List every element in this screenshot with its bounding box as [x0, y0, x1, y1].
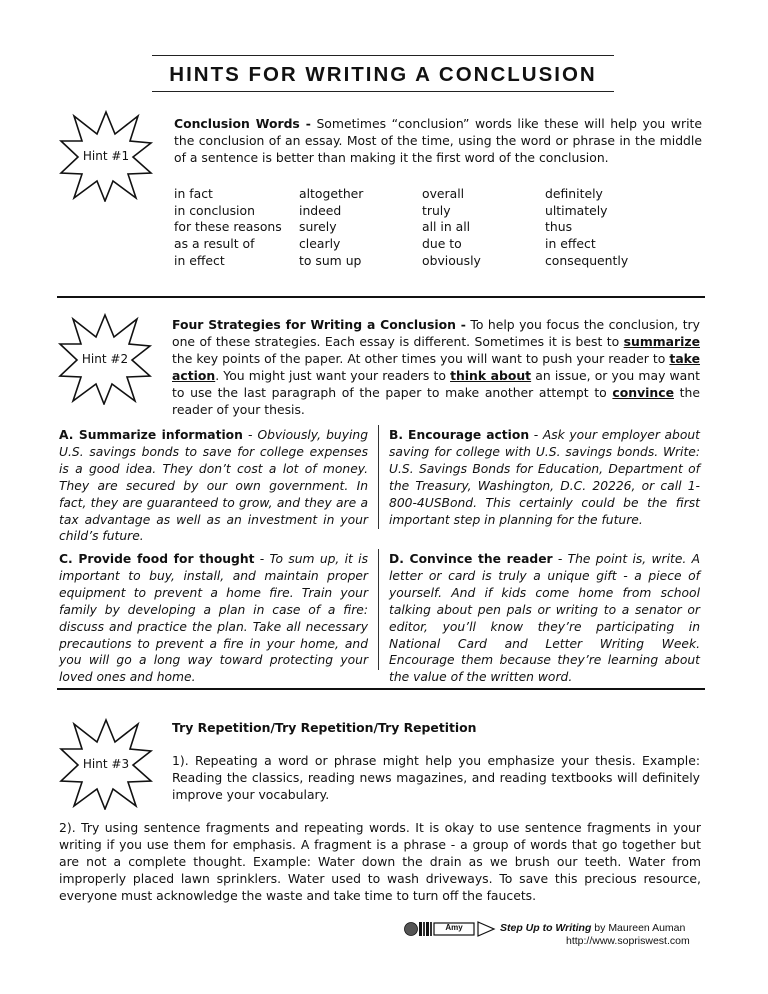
page-title: HINTS FOR WRITING A CONCLUSION — [169, 63, 597, 86]
conclusion-word: surely — [299, 219, 337, 235]
hint2-text-part: . You might just want your readers to — [215, 367, 451, 383]
conclusion-word: consequently — [545, 252, 629, 268]
hint3-heading — [172, 720, 700, 737]
hint1-label: Hint #1 — [82, 149, 130, 163]
strategy-a-heading: A. Summarize information — [59, 428, 243, 442]
conclusion-word: to sum up — [299, 252, 362, 268]
keyword-summarize: summarize — [623, 333, 700, 349]
footer-url: http://www.sopriswest.com — [566, 935, 690, 947]
conclusion-word: altogether — [299, 186, 364, 201]
strategy-a-text: - Obviously, buying U.S. savings bonds to save for college expenses is a good idea. They don’t cost a lot of money. They are secured by our own government. In fact, they are guaranteed to grow, and they are a tax advantage as well as an investment in your child’s future. — [59, 428, 368, 544]
section-divider-1 — [57, 296, 705, 298]
keyword-convince: convince — [612, 384, 674, 400]
conclusion-word: truly — [422, 202, 451, 218]
conclusion-word: all in all — [422, 219, 471, 235]
title-bottom-rule — [152, 91, 614, 92]
strategy-c-text: - To sum up, it is important to buy, install, and maintain proper equipment to prevent a home fire. Train your family by developing a plan in case of a fire: discuss and practice the plan. Take all necessary precautions to prevent a fire in your home, and you will go a long way toward protecting your loved ones and home. — [59, 552, 369, 685]
conclusion-word: as a result of — [174, 236, 255, 252]
keyword-take-action: take action — [172, 350, 700, 383]
hint1-heading: Conclusion Words - — [174, 116, 311, 131]
conclusion-word: indeed — [299, 202, 342, 218]
hint3-item-1: 1). Repeating a word or phrase might help you emphasize your thesis. Example: Reading the classics, reading news magazines, and reading textbooks will definitely improve your vocabulary. — [172, 753, 700, 802]
conclusion-word: in effect — [545, 236, 596, 252]
footer-author: by Maureen Auman — [591, 922, 686, 934]
hint2-heading: Four Strategies for Writing a Conclusion - — [172, 317, 466, 332]
conclusion-words-col-3 — [422, 186, 481, 270]
hint2-text-part: the key points of the paper. At other times you will want to push your reader to — [172, 350, 670, 366]
strategy-a — [59, 427, 368, 545]
strategy-d-heading: D. Convince the reader — [389, 552, 553, 566]
conclusion-word: thus — [545, 219, 573, 235]
conclusion-word: in conclusion — [174, 202, 255, 218]
conclusion-word: in fact — [174, 186, 213, 201]
hint3-label: Hint #3 — [82, 757, 130, 771]
conclusion-word: for these reasons — [174, 219, 282, 235]
footer-book-title: Step Up to Writing — [500, 922, 592, 934]
conclusion-word: definitely — [545, 186, 603, 201]
conclusion-word: ultimately — [545, 202, 608, 218]
hint2-text-part: the reader of your thesis. — [172, 384, 700, 417]
strategy-divider — [378, 549, 379, 670]
strategy-b — [389, 427, 700, 528]
conclusion-word: overall — [422, 186, 465, 201]
conclusion-word: obviously — [422, 252, 481, 268]
strategy-b-heading: B. Encourage action — [389, 428, 530, 442]
conclusion-words-col-1 — [174, 186, 282, 270]
section-divider-2 — [57, 688, 705, 690]
title-top-rule — [152, 55, 614, 56]
conclusion-word: clearly — [299, 236, 341, 252]
conclusion-word: due to — [422, 236, 462, 252]
strategy-c — [59, 551, 368, 686]
strategy-c-heading: C. Provide food for thought — [59, 552, 255, 566]
strategy-divider — [378, 425, 379, 529]
hint2-label: Hint #2 — [81, 352, 129, 366]
hint2-text-part: To help you focus the conclusion, try one of these strategies. Each essay is different. Sometimes it is best to — [172, 317, 700, 349]
hint2-paragraph — [172, 317, 700, 418]
footer-logo-label: Amy — [445, 923, 463, 932]
strategy-d-text: - The point is, write. A letter or card is truly a unique gift - a piece of yourself. And if kids come home from school talking about pen pals or writing to a senator or editor, you’ll know they’re participating in National Card and Letter Writing Week. Encourage them because they’re learning about the value of the written word. — [389, 552, 701, 685]
keyword-think-about: think about — [450, 367, 532, 383]
hint1-text: Sometimes “conclusion” words like these will help you write the conclusion of an essay. Most of the time, using the word or phrase in the middle of a sentence is better than making it the first word of the conclusion. — [174, 116, 702, 165]
conclusion-words-col-2 — [299, 186, 363, 270]
hint2-text-part: an issue, or you may want to use the last paragraph of the paper to make another attempt to — [172, 367, 700, 400]
footer-credit — [500, 922, 685, 934]
strategy-d — [389, 551, 700, 686]
conclusion-word: in effect — [174, 252, 225, 268]
hint3-heading-text: Try Repetition/Try Repetition/Try Repetition — [172, 720, 477, 735]
hint3-item-2: 2). Try using sentence fragments and repeating words. It is okay to use sentence fragments in your writing if you use them for emphasis. A fragment is a phrase - a group of words that go together but are not a complete thought. Example: Water down the drain as we brush our teeth. Water from improperly placed lawn sprinklers. Water used to wash driveways. To save this precious resource, everyone must acknowledge the waste and take time to turn off the faucets. — [59, 820, 701, 903]
hint1-paragraph — [174, 116, 702, 167]
conclusion-words-col-4 — [545, 186, 628, 270]
strategy-b-text: - Ask your employer about saving for college with U.S. savings bonds. Write: U.S. Savings Bonds for Education, Department of the Treasury, Washington, D.C. 20226, or call 1-800-4USBond. This certainly could be the first important step in planning for the future. — [389, 428, 700, 527]
